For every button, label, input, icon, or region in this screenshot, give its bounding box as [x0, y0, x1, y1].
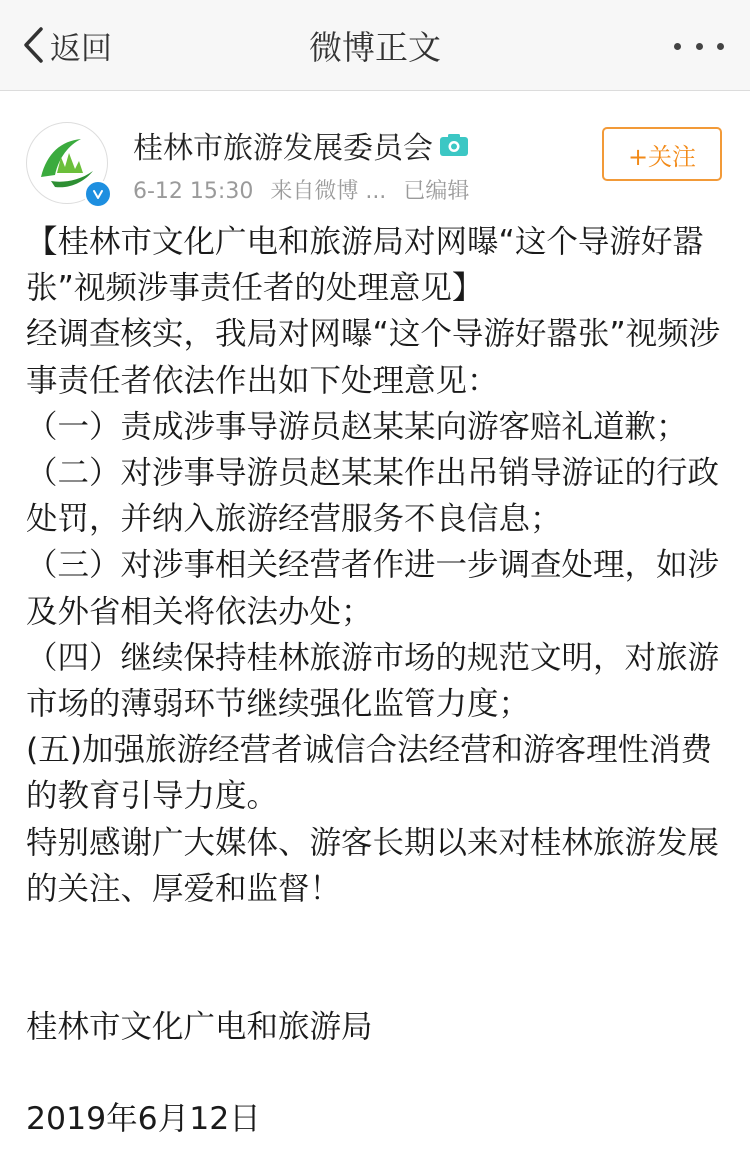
- more-icon[interactable]: [674, 36, 724, 56]
- paragraph-spacer: [26, 1050, 730, 1096]
- back-label: 返回: [50, 30, 112, 67]
- nav-bar: [0, 0, 750, 91]
- signature: 桂林市文化广电和旅游局: [26, 1009, 373, 1046]
- post-intro: 经调查核实，我局对网曝“这个导游好嚣张”视频涉事责任者依法作出如下处理意见：: [26, 316, 721, 399]
- chevron-left-icon: [22, 26, 44, 64]
- page-title: 微博正文: [309, 28, 441, 67]
- post-title: 【桂林市文化广电和旅游局对网曝“这个导游好嚣张”视频涉事责任者的处理意见】: [26, 224, 704, 307]
- post-meta: [133, 174, 469, 205]
- paragraph-spacer: [26, 912, 730, 1004]
- post-content: [26, 219, 730, 1142]
- list-item: （四）继续保持桂林旅游市场的规范文明，对旅游市场的薄弱环节继续强化监管力度；: [26, 639, 720, 723]
- back-button[interactable]: [22, 24, 112, 66]
- edited-label[interactable]: 已编辑: [403, 179, 470, 204]
- thanks-text: 特别感谢广大媒体、游客长期以来对桂林旅游发展的关注、厚爱和监督！: [26, 824, 720, 907]
- follow-button[interactable]: +关注: [602, 127, 722, 181]
- post-date: 2019年6月12日: [26, 1101, 261, 1138]
- list-item: （二）对涉事导游员赵某某作出吊销导游证的行政处罚，并纳入旅游经营服务不良信息；: [26, 455, 720, 538]
- avatar[interactable]: [26, 122, 110, 206]
- list-item: （三）对涉事相关经营者作进一步调查处理，如涉及外省相关将依法办处；: [26, 547, 720, 630]
- more-dot: [717, 43, 724, 50]
- more-dot: [674, 43, 681, 50]
- author-name-row[interactable]: [133, 123, 469, 167]
- author-name[interactable]: 桂林市旅游发展委员会: [133, 131, 433, 166]
- camera-badge-icon: [439, 133, 469, 157]
- more-dot: [696, 43, 703, 50]
- verified-icon: [84, 180, 112, 208]
- post-time: 6-12 15:30: [133, 179, 254, 204]
- list-item: (五)加强旅游经营者诚信合法经营和游客理性消费的教育引导力度。: [26, 732, 713, 815]
- post-source[interactable]: 来自微博 ...: [270, 179, 387, 204]
- list-item: （一）责成涉事导游员赵某某向游客赔礼道歉；: [26, 408, 688, 445]
